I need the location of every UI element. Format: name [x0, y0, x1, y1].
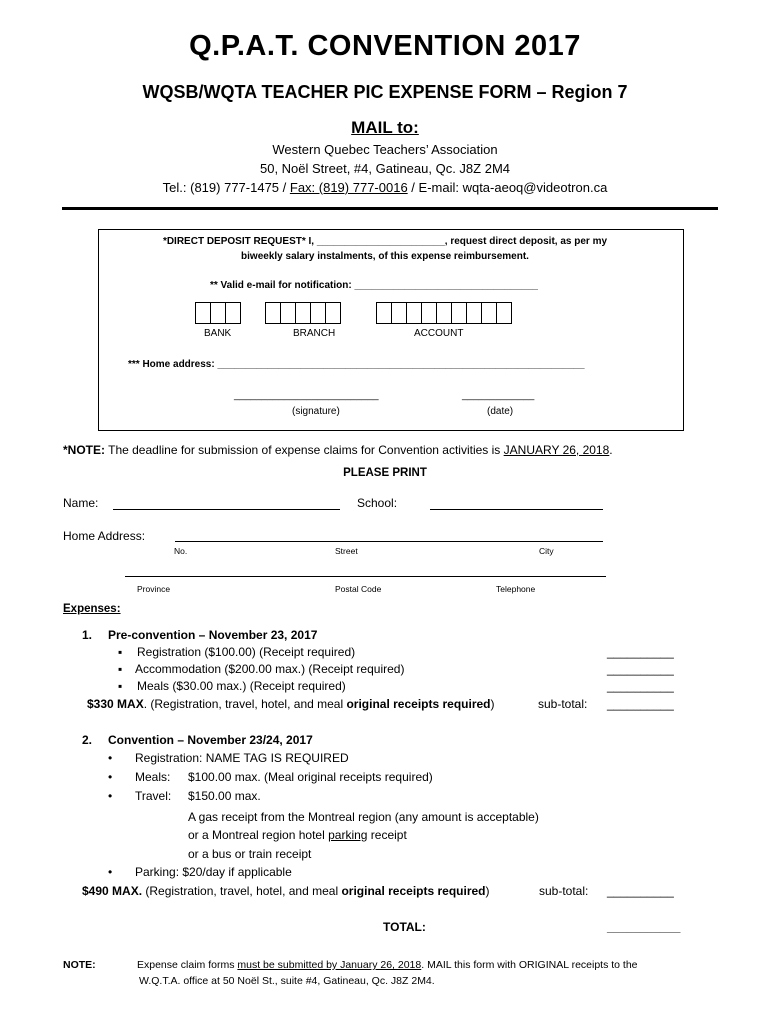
fax-text: Fax: (819) 777-0016: [289, 180, 408, 195]
branch-cell[interactable]: [295, 302, 311, 324]
header-divider: [62, 207, 718, 210]
footer-text-a: Expense claim forms: [137, 959, 238, 971]
branch-cells[interactable]: [265, 302, 340, 324]
s1-item-accommodation: Accommodation ($200.00 max.) (Receipt required): [135, 662, 405, 676]
dot-bullet-icon: •: [108, 770, 113, 784]
bank-label: BANK: [204, 328, 232, 339]
bank-cell[interactable]: [225, 302, 241, 324]
section2-title: Convention – November 23/24, 2017: [108, 733, 313, 747]
section2-number: 2.: [82, 733, 93, 747]
footer-text-c: . MAIL this form with ORIGINAL receipts to the: [421, 959, 638, 971]
s2-travel-line2a: or a Montreal region hotel: [188, 828, 329, 842]
s1-item-meals: Meals ($30.00 max.) (Receipt required): [137, 679, 346, 693]
s1-meals-blank[interactable]: __________: [607, 679, 674, 693]
account-cell[interactable]: [391, 302, 407, 324]
s2-max-line: [82, 884, 490, 898]
s2-max-amount: $490 MAX.: [82, 884, 143, 898]
s2-travel-line3: or a bus or train receipt: [188, 847, 312, 861]
s1-accommodation-blank[interactable]: __________: [607, 662, 674, 676]
postal-code-label: Postal Code: [335, 584, 382, 594]
s2-subtotal-label: sub-total:: [539, 884, 589, 898]
tel-text: Tel.: (819) 777-1475 /: [162, 180, 287, 195]
bank-cells[interactable]: [195, 302, 240, 324]
please-print: PLEASE PRINT: [343, 467, 427, 479]
s2-max-receipts: original receipts required: [341, 884, 486, 898]
branch-label: BRANCH: [293, 328, 336, 339]
account-cell[interactable]: [481, 302, 497, 324]
s2-travel-parking: parking: [328, 828, 368, 842]
account-cell[interactable]: [406, 302, 422, 324]
s2-travel-label: Travel:: [135, 789, 172, 803]
account-label: ACCOUNT: [414, 328, 464, 339]
deadline-note-prefix: *NOTE:: [63, 443, 105, 457]
s2-max-text: (Registration, travel, hotel, and meal: [142, 884, 342, 898]
province-label: Province: [137, 584, 171, 594]
branch-cell[interactable]: [310, 302, 326, 324]
province-field[interactable]: [125, 576, 606, 577]
s1-max-amount: $330 MAX: [87, 697, 144, 711]
s1-max-text: . (Registration, travel, hotel, and meal: [143, 697, 347, 711]
deadline-note-end: .: [609, 443, 613, 457]
account-cell[interactable]: [466, 302, 482, 324]
city-label: City: [539, 546, 554, 556]
footer-note-line2: W.Q.T.A. office at 50 Noël St., suite #4, Gatineau, Qc. J8Z 2M4.: [139, 975, 435, 987]
account-cell[interactable]: [436, 302, 452, 324]
total-label: TOTAL:: [383, 920, 426, 934]
section1-number: 1.: [82, 628, 93, 642]
deadline-date: JANUARY 26, 2018: [503, 443, 610, 457]
s2-meals-label: Meals:: [135, 770, 171, 784]
org-name: Western Quebec Teachers’ Association: [272, 142, 498, 157]
deadline-note-text: The deadline for submission of expense claims for Convention activities is: [105, 443, 504, 457]
account-cell[interactable]: [451, 302, 467, 324]
footer-text-b: must be submitted by January 26, 2018: [237, 959, 422, 971]
s2-registration: Registration: NAME TAG IS REQUIRED: [135, 751, 349, 765]
square-bullet-icon: ▪: [118, 645, 123, 659]
dot-bullet-icon: •: [108, 789, 113, 803]
s1-item-registration: Registration ($100.00) (Receipt required): [137, 645, 356, 659]
s2-meals-text: $100.00 max. (Meal original receipts required): [188, 770, 433, 784]
square-bullet-icon: ▪: [118, 679, 123, 693]
account-cell[interactable]: [421, 302, 437, 324]
signature-label: (signature): [292, 406, 340, 417]
footer-note-line1: [137, 959, 638, 971]
name-label: Name:: [63, 496, 99, 510]
deposit-request-line1: *DIRECT DEPOSIT REQUEST* I, _______________________, request direct deposit, as per my: [162, 236, 608, 247]
footer-note-label: NOTE:: [63, 959, 96, 971]
org-contact: [0, 180, 770, 195]
deadline-note: [63, 443, 613, 457]
date-blank[interactable]: _____________: [462, 390, 535, 401]
s1-max-receipts: original receipts required: [346, 697, 491, 711]
s2-parking: Parking: $20/day if applicable: [135, 865, 292, 879]
account-cell[interactable]: [376, 302, 392, 324]
s2-travel-line2: [188, 828, 407, 842]
bank-cell[interactable]: [210, 302, 226, 324]
account-cells[interactable]: [376, 302, 511, 324]
s1-subtotal-blank[interactable]: __________: [607, 697, 674, 711]
s2-travel-line2c: receipt: [367, 828, 407, 842]
mail-to-heading: MAIL to:: [351, 118, 419, 137]
branch-cell[interactable]: [280, 302, 296, 324]
s1-registration-blank[interactable]: __________: [607, 645, 674, 659]
date-label: (date): [487, 406, 514, 417]
section1-title: Pre-convention – November 23, 2017: [108, 628, 318, 642]
home-address-deposit-line: *** Home address: __________________________________________________________________: [128, 359, 585, 370]
expenses-heading: Expenses:: [63, 603, 121, 615]
bank-cell[interactable]: [195, 302, 211, 324]
form-subtitle: WQSB/WQTA TEACHER PIC EXPENSE FORM – Region 7: [142, 82, 628, 102]
account-cell[interactable]: [496, 302, 512, 324]
no-label: No.: [174, 546, 188, 556]
name-field[interactable]: [113, 509, 340, 510]
school-label: School:: [357, 496, 398, 510]
s2-travel-line1: A gas receipt from the Montreal region (any amount is acceptable): [188, 810, 539, 824]
deposit-request-line2: biweekly salary instalments, of this expense reimbursement.: [241, 251, 529, 262]
branch-cell[interactable]: [325, 302, 341, 324]
s1-max-line: [87, 697, 495, 711]
org-street: 50, Noël Street, #4, Gatineau, Qc. J8Z 2M4: [259, 161, 510, 176]
page-title: Q.P.A.T. CONVENTION 2017: [189, 30, 581, 62]
dot-bullet-icon: •: [108, 865, 113, 879]
s1-subtotal-label: sub-total:: [538, 697, 588, 711]
email-text: / E-mail: wqta-aeoq@videotron.ca: [411, 180, 608, 195]
branch-cell[interactable]: [265, 302, 281, 324]
s2-max-close: ): [485, 884, 490, 898]
total-blank[interactable]: ___________: [607, 920, 681, 934]
dot-bullet-icon: •: [108, 751, 113, 765]
s1-max-close: ): [490, 697, 495, 711]
s2-subtotal-blank[interactable]: __________: [607, 884, 674, 898]
telephone-label: Telephone: [496, 584, 536, 594]
home-address-field[interactable]: [175, 541, 603, 542]
school-field[interactable]: [430, 509, 603, 510]
signature-blank[interactable]: __________________________: [234, 390, 379, 401]
street-label: Street: [335, 546, 358, 556]
square-bullet-icon: ▪: [118, 662, 123, 676]
home-address-label: Home Address:: [63, 529, 146, 543]
s2-travel-text: $150.00 max.: [188, 789, 261, 803]
email-notification-line: ** Valid e-mail for notification: _________________________________: [210, 280, 538, 291]
